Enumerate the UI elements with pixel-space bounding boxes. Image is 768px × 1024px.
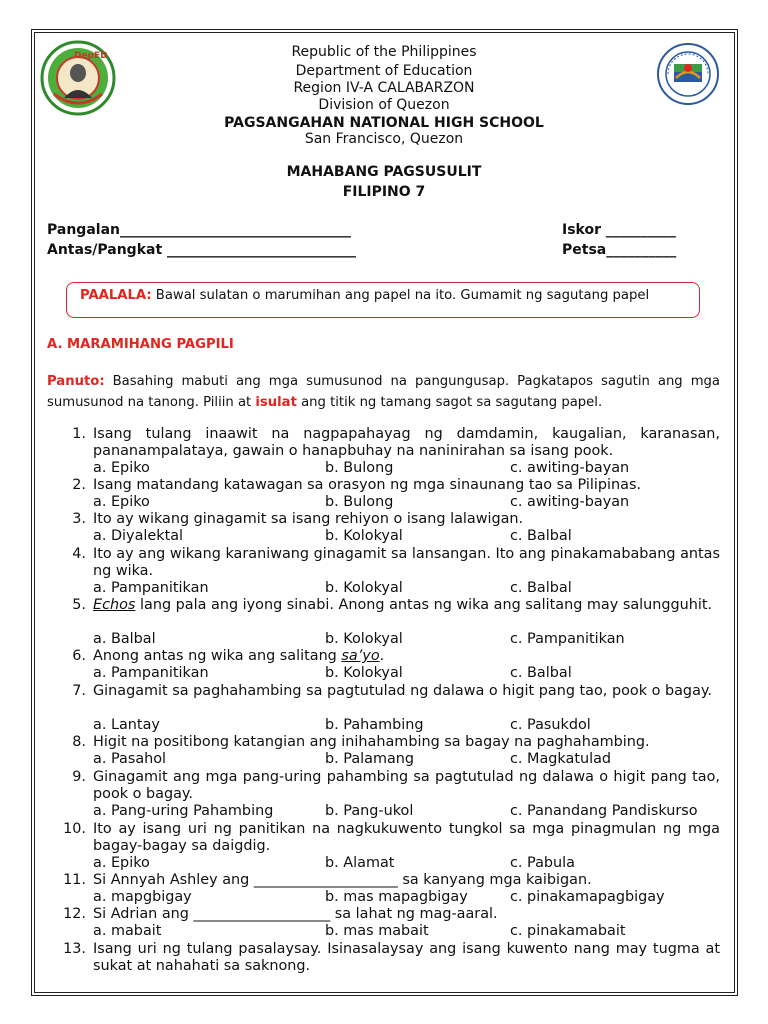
question-text xyxy=(93,597,720,614)
option-c: c. Pampanitikan xyxy=(510,631,625,647)
question-options xyxy=(93,889,720,906)
question-number: 7. xyxy=(72,683,86,699)
date-field: Petsa__________ xyxy=(562,242,677,258)
option-a: a. Lantay xyxy=(93,717,160,733)
question-text xyxy=(93,648,720,665)
school-location: San Francisco, Quezon xyxy=(304,131,464,147)
option-a: a. Epiko xyxy=(93,855,150,871)
question-text: Ito ay ang wikang karaniwang ginagamit sa lansangan. Ito ang pinakamababang antas ng wika. xyxy=(93,546,720,579)
option-c: c. Balbal xyxy=(510,665,572,681)
question-number: 1. xyxy=(72,426,86,442)
option-a: a. Balbal xyxy=(93,631,156,647)
school-name: PAGSANGAHAN NATIONAL HIGH SCHOOL xyxy=(224,115,544,131)
question-number: 11. xyxy=(63,872,86,888)
question-text: Ito ay wikang ginagamit sa isang rehiyon o isang lalawigan. xyxy=(93,511,524,527)
option-b: b. mas mabait xyxy=(325,923,429,939)
question-options xyxy=(93,528,720,545)
option-b: b. Pang-ukol xyxy=(325,803,414,819)
exam-title: MAHABANG PAGSUSULIT xyxy=(286,164,482,180)
question-text: Ginagamit ang mga pang-uring pahambing sa pagtutulad ng dalawa o higit pang tao, pook o bagay. xyxy=(93,769,720,802)
question-number: 12. xyxy=(63,906,86,922)
question-number: 6. xyxy=(72,648,86,664)
reminder-text: Bawal sulatan o marumihan ang papel na ito. Gumamit ng sagutang papel xyxy=(151,288,650,303)
question-text: Isang tulang inaawit na nagpapahayag ng damdamin, kaugalian, karanasan, pananampalataya, gawain o hanapbuhay na naninirahan sa isang pook. xyxy=(93,426,720,459)
question-options xyxy=(93,717,720,734)
option-b: b. Kolokyal xyxy=(325,580,403,596)
option-a: a. mabait xyxy=(93,923,162,939)
option-b: b. Kolokyal xyxy=(325,665,403,681)
option-a: a. Pasahol xyxy=(93,751,167,767)
instructions-text-1: Basahing mabuti ang mga sumusunod na pangungusap. Pagkatapos sagutin ang mga sumusunod na tanong. Piliin at xyxy=(47,374,720,410)
option-c: c. Pasukdol xyxy=(510,717,591,733)
option-c: c. Pabula xyxy=(510,855,575,871)
option-b: b. Bulong xyxy=(325,494,394,510)
header-region: Region IV-A CALABARZON xyxy=(293,80,475,96)
option-a: a. Pampanitikan xyxy=(93,665,209,681)
question-number: 2. xyxy=(72,477,86,493)
score-field: Iskor __________ xyxy=(562,222,676,238)
question-options xyxy=(93,631,720,648)
question-text-pre: Anong antas ng wika ang salitang xyxy=(93,648,342,664)
section-field: Antas/Pangkat ___________________________ xyxy=(47,242,357,258)
option-a: a. Epiko xyxy=(93,460,150,476)
question-text: Si Adrian ang ___________________ sa lahat ng mag-aaral. xyxy=(93,906,498,922)
question-text-post: . xyxy=(379,648,385,664)
question-text: Higit na positibong katangian ang inihahambing sa bagay na paghahambing. xyxy=(93,734,650,750)
question-options xyxy=(93,460,720,477)
option-c: c. Balbal xyxy=(510,528,572,544)
option-c: c. pinakamapagbigay xyxy=(510,889,665,905)
instructions-emphasis: isulat xyxy=(255,395,297,410)
question-text: Si Annyah Ashley ang ____________________ sa kanyang mga kaibigan. xyxy=(93,872,592,888)
option-b: b. Palamang xyxy=(325,751,415,767)
option-a: a. Epiko xyxy=(93,494,150,510)
question-options xyxy=(93,803,720,820)
option-b: b. Kolokyal xyxy=(325,528,403,544)
question-number: 3. xyxy=(72,511,86,527)
option-a: a. mapgbigay xyxy=(93,889,192,905)
question-text: Isang matandang katawagan sa orasyon ng mga sinaunang tao sa Pilipinas. xyxy=(93,477,642,493)
option-b: b. Alamat xyxy=(325,855,395,871)
question-number: 10. xyxy=(63,821,86,837)
question-number: 4. xyxy=(72,546,86,562)
reminder-label: PAALALA: xyxy=(80,288,152,303)
question-text: Isang uri ng tulang pasalaysay. Isinasalaysay ang isang kuwento nang may tugma at sukat at nahahati sa saknong. xyxy=(93,941,720,974)
reminder-box xyxy=(66,282,700,318)
option-c: c. pinakamabait xyxy=(510,923,626,939)
question-options xyxy=(93,494,720,511)
exam-subject: FILIPINO 7 xyxy=(342,184,426,200)
question-text: Ito ay isang uri ng panitikan na nagkukuwento tungkol sa mga pinagmulan ng mga bagay-bagay sa daigdig. xyxy=(93,821,720,854)
question-options xyxy=(93,751,720,768)
option-b: b. Pahambing xyxy=(325,717,424,733)
deped-logo-text: DepED xyxy=(74,51,108,61)
option-a: a. Diyalektal xyxy=(93,528,184,544)
instructions xyxy=(47,371,720,413)
header-division: Division of Quezon xyxy=(318,97,450,113)
question-options xyxy=(93,923,720,940)
question-number: 8. xyxy=(72,734,86,750)
question-text: Ginagamit sa paghahambing sa pagtutulad ng dalawa o higit pang tao, pook o bagay. xyxy=(93,683,712,699)
name-field: Pangalan_________________________________ xyxy=(47,222,351,238)
question-number: 5. xyxy=(72,597,86,613)
question-text-post: lang pala ang iyong sinabi. Anong antas ng wika ang salitang may salungguhit. xyxy=(135,597,713,613)
option-c: c. Balbal xyxy=(510,580,572,596)
instructions-label: Panuto: xyxy=(47,374,105,389)
question-number: 13. xyxy=(63,941,86,957)
header-department: Department of Education xyxy=(295,63,473,79)
option-b: b. Kolokyal xyxy=(325,631,403,647)
option-c: c. awiting-bayan xyxy=(510,460,630,476)
question-options xyxy=(93,855,720,872)
header-republic: Republic of the Philippines xyxy=(291,44,477,60)
question-underlined-word: Echos xyxy=(93,597,136,613)
question-options xyxy=(93,580,720,597)
question-options xyxy=(93,665,720,682)
option-a: a. Pampanitikan xyxy=(93,580,209,596)
question-underlined-word: sa’yo xyxy=(341,648,380,664)
option-b: b. Bulong xyxy=(325,460,394,476)
option-c: c. Panandang Pandiskurso xyxy=(510,803,698,819)
option-a: a. Pang-uring Pahambing xyxy=(93,803,274,819)
option-c: c. awiting-bayan xyxy=(510,494,630,510)
option-b: b. mas mapagbigay xyxy=(325,889,468,905)
question-number: 9. xyxy=(72,769,86,785)
option-c: c. Magkatulad xyxy=(510,751,612,767)
section-title: A. MARAMIHANG PAGPILI xyxy=(47,337,234,352)
instructions-text-2: ang titik ng tamang sagot sa sagutang papel. xyxy=(296,395,603,410)
